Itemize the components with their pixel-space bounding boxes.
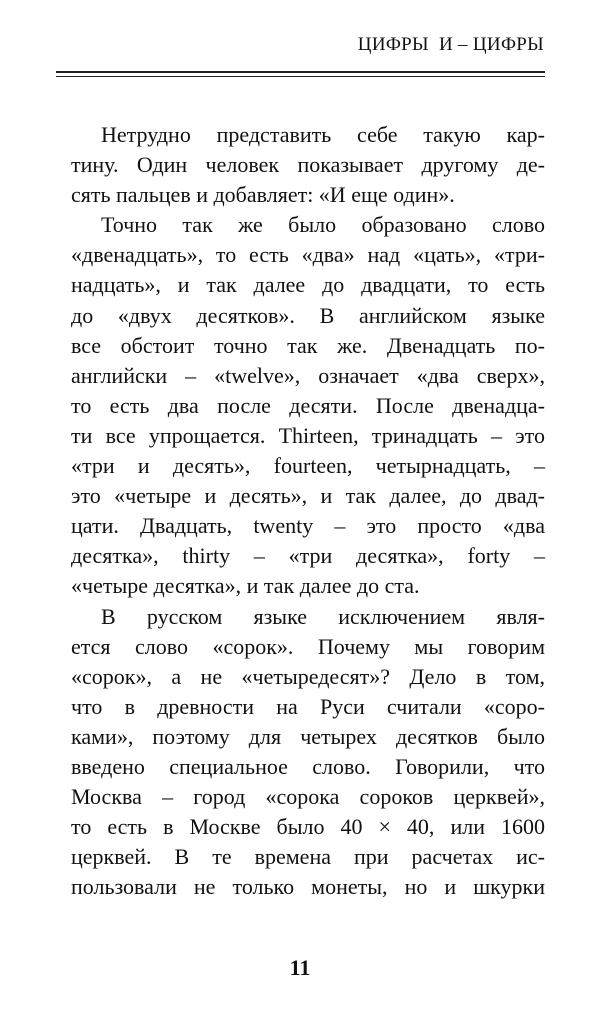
- text-line: церквей. В те времена при расчетах ис-: [71, 844, 545, 870]
- header-rule-bottom: [56, 76, 545, 77]
- text-line: «сорок», а не «четыредесят»? Дело в том,: [71, 663, 545, 689]
- text-line: десятка», thirty – «три десятка», forty –: [71, 543, 545, 569]
- text-line: надцать», и так далее до двадцати, то есть: [71, 272, 545, 298]
- text-line: то есть два после десяти. После двенадца-: [71, 392, 545, 418]
- text-line: «четыре десятка», и так далее до ста.: [71, 573, 420, 599]
- text-line: что в древности на Руси считали «соро-: [71, 693, 545, 719]
- running-header: ЦИФРЫ И – ЦИФРЫ: [357, 34, 544, 55]
- text-line: тину. Один человек показывает другому де-: [71, 152, 545, 178]
- header-rule-top: [56, 71, 545, 73]
- text-line: ками», поэтому для четырех десятков было: [71, 723, 545, 749]
- text-line: Точно так же было образовано слово: [101, 212, 545, 238]
- text-line: Москва – город «сорока сороков церквей»,: [71, 784, 545, 810]
- page-number: 11: [289, 955, 311, 980]
- text-line: ти все упрощается. Thirteen, тринадцать – это: [71, 422, 545, 448]
- body-text: [71, 120, 545, 902]
- text-line: это «четыре и десять», и так далее, до двад-: [71, 483, 545, 509]
- text-line: пользовали не только монеты, но и шкурки: [71, 874, 545, 900]
- text-line: «двенадцать», то есть «два» над «цать», «три-: [71, 242, 545, 268]
- text-line: цати. Двадцать, twenty – это просто «два: [71, 513, 545, 539]
- text-line: В русском языке исключением явля-: [101, 603, 545, 629]
- text-line: «три и десять», fourteen, четырнадцать, –: [71, 453, 545, 479]
- text-line: сять пальцев и добавляет: «И еще один».: [71, 182, 455, 208]
- text-line: введено специальное слово. Говорили, что: [71, 753, 545, 779]
- text-line: ется слово «сорок». Почему мы говорим: [71, 633, 545, 659]
- text-line: то есть в Москве было 40 × 40, или 1600: [71, 814, 545, 840]
- text-line: английски – «twelve», означает «два сверх»,: [71, 362, 545, 388]
- text-line: до «двух десятков». В английском языке: [71, 302, 545, 328]
- text-line: все обстоит точно так же. Двенадцать по-: [71, 332, 545, 358]
- text-line: Нетрудно представить себе такую кар-: [101, 122, 545, 147]
